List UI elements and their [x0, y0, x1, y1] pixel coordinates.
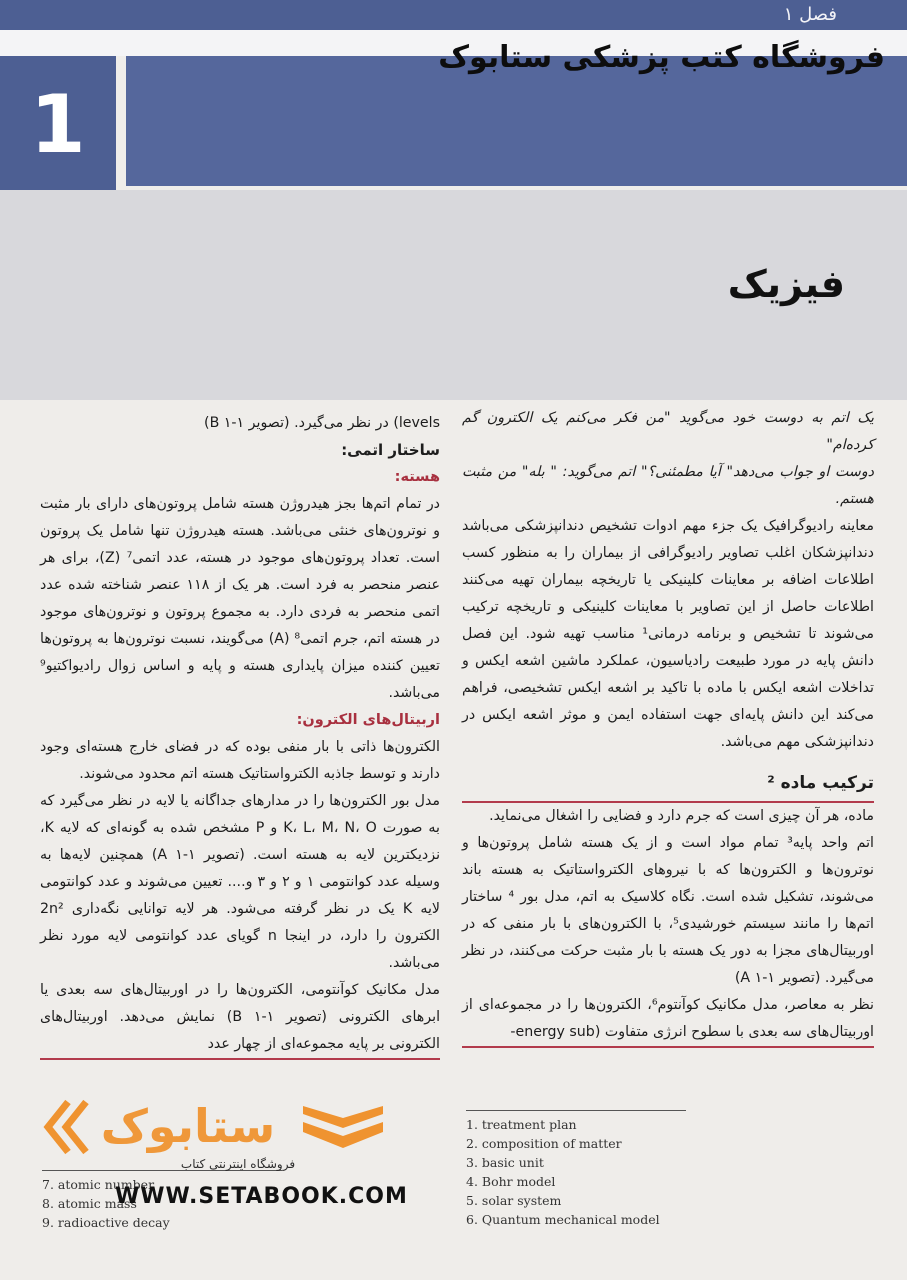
footnote-item: 9. radioactive decay — [42, 1215, 170, 1230]
store-title: فروشگاه کتب پزشکی ستابوک — [438, 40, 885, 75]
footnote-item: 5. solar system — [466, 1193, 562, 1208]
footnote-rule-right — [466, 1110, 686, 1111]
watermark-url: WWW.SETABOOK.COM — [115, 1184, 408, 1209]
setabook-watermark-logo — [38, 1092, 383, 1172]
quantum-paragraph: نظر به معاصر، مدل مکانیک کوآنتوم⁶، الکترون‌ها را در مجموعه‌ای از اوربیتال‌های سه بعدی با سطوح انرژی متفاوت (energy sub- — [462, 992, 874, 1048]
chapter-label: فصل ۱ — [783, 4, 837, 25]
footnote-item: 3. basic unit — [466, 1155, 544, 1170]
footnotes-right — [466, 1115, 660, 1229]
bohr-paragraph: مدل بور الکترون‌ها را در مدارهای جداگانه یا لایه در نظر می‌گیرد که به صورت K، L، M، N، O و P مشخص شده به گونه‌ای که لایه K، نزدیکترین لایه به هسته است. (تصویر A ۱-۱) همچنین لایه‌ها به وسیله عدد کوانتومی ۱ و ۲ و ۳ و.... تعیین می‌شوند و عدد کوانتومی لایه K یک در نظر گرفته می‌شود. هر لایه توانایی نگه‌داری 2n² الکترون را دارد، در اینجا n گویای عدد کوانتومی لایه مورد نظر می‌باشد. — [40, 793, 441, 971]
matter-paragraph: ماده، هر آن چیزی است که جرم دارد و فضایی را اشغال می‌نماید. — [489, 808, 874, 824]
story-line-2: دوست او جواب می‌دهد" آیا مطمئنی؟" اتم می‌گوید: " بله" من مثبت هستم. — [462, 464, 874, 507]
chapter-header-band — [0, 0, 907, 30]
nucleus-paragraph: در تمام اتم‌ها بجز هیدروژن هسته شامل پروتون‌های دارای بار مثبت و نوترون‌های خنثی می‌باشد. هسته هیدروژن تنها شامل یک پروتون است. تعداد پروتون‌های موجود در هسته، عدد اتمی⁷ (Z)، برای هر عنصر منحصر به فرد است. هر یک از ۱۱۸ عنصر شناخته شده عدد اتمی منحصر به فردی دارد. به مجموع پروتون و نوترون‌های موجود در هسته اتم، جرم اتمی⁸ (A) می‌گویند، نسبت نوترون‌ها به پروتون‌ها تعیین کننده میزان پایداری هسته و پایه و اساس زوال رادیواکتیو⁹ می‌باشد. — [40, 496, 440, 701]
footnote-item: 4. Bohr model — [466, 1174, 556, 1189]
chapter-number: 1 — [30, 78, 86, 171]
chevrons-icon — [48, 1102, 86, 1152]
intro-paragraph: معاینه رادیوگرافیک یک جزء مهم ادوات تشخیص دندانپزشکی می‌باشد دندانپزشکان اغلب تصاویر رادیوگرافی از بیماران را به منظور کسب اطلاعات اضافه بر معاینات کلینیکی یا تاریخچه بیماران تهیه می‌کنند اطلاعات حاصل از این تصاویر با معاینات کلینیکی و تاریخچه ترکیب می‌شوند تا تشخیص و برنامه درمانی¹ مناسب تهیه شود. این فصل دانش پایه در مورد طبیعت رادیاسیون، عملکرد ماشین اشعه ایکس و تداخلات اشعه ایکس با ماده با تاکید بر اشعه ایکس تشخیصی، فراهم می‌کند این دانش پایه‌ای جهت استفاده ایمن و موثر اشعه ایکس در دندانپزشکی مهم می‌باشد. — [462, 518, 874, 750]
watermark-tagline: فروشگاه اینترنتی کتاب — [180, 1157, 296, 1171]
left-column — [40, 410, 440, 1060]
book-icon — [303, 1106, 383, 1148]
quantum-model-paragraph: مدل مکانیک کوآنتومی، الکترون‌ها را در اوربیتال‌های سه بعدی یا ابرهای الکترونی (تصویر B ۱-۱) نمایش می‌دهد. اوربیتال‌های الکترونی بر پایه مجموعه‌ای از چهار عدد — [40, 977, 440, 1060]
chapter-number-box — [0, 56, 116, 190]
chapter-title: فیزیک — [727, 262, 845, 306]
heading-nucleus: هسته: — [394, 469, 440, 485]
heading-electron-orbitals: اربیتال‌های الکترون: — [296, 712, 440, 728]
orbitals-paragraph: الکترون‌ها ذاتی با بار منفی بوده که در فضای خارج هسته‌ای وجود دارند و توسط جاذبه الکترواستاتیک هسته اتم محدود می‌شوند. — [40, 739, 440, 782]
levels-paragraph: levels) در نظر می‌گیرد. (تصویر B ۱-۱) — [204, 415, 440, 431]
atom-paragraph: اتم واحد پایه³ تمام مواد است و از یک هسته شامل پروتون‌ها و نوترون‌ها و الکترون‌ها که با نیروهای الکترواستاتیک به هسته باند می‌شوند، تشکیل شده است. نگاه کلاسیک به اتم، مدل بور ⁴ ساختار اتم‌ها را مانند سیستم خورشیدی⁵، با الکترون‌های با بار منفی که در اوربیتال‌های مجزا به دور یک هسته با بار مثبت حرکت می‌کنند، در نظر می‌گیرد. (تصویر A ۱-۱) — [462, 835, 874, 986]
footnote-item: 6. Quantum mechanical model — [466, 1212, 660, 1227]
story-line-1: یک اتم به دوست خود می‌گوید "من فکر می‌کنم یک الکترون گم کرده‌ام" — [462, 410, 874, 453]
chapter-title-band — [126, 56, 907, 186]
section-heading-composition: ترکیب ماده ² — [462, 770, 874, 803]
footnote-item: 2. composition of matter — [466, 1136, 622, 1151]
footnote-item: 8. atomic mass — [42, 1196, 137, 1211]
footnote-item: 7. atomic number — [42, 1177, 155, 1192]
watermark-brand: ستابوک — [100, 1099, 276, 1153]
right-column — [462, 405, 874, 1048]
footnote-item: 1. treatment plan — [466, 1117, 577, 1132]
heading-atomic-structure: ساختار اتمی: — [341, 441, 440, 459]
